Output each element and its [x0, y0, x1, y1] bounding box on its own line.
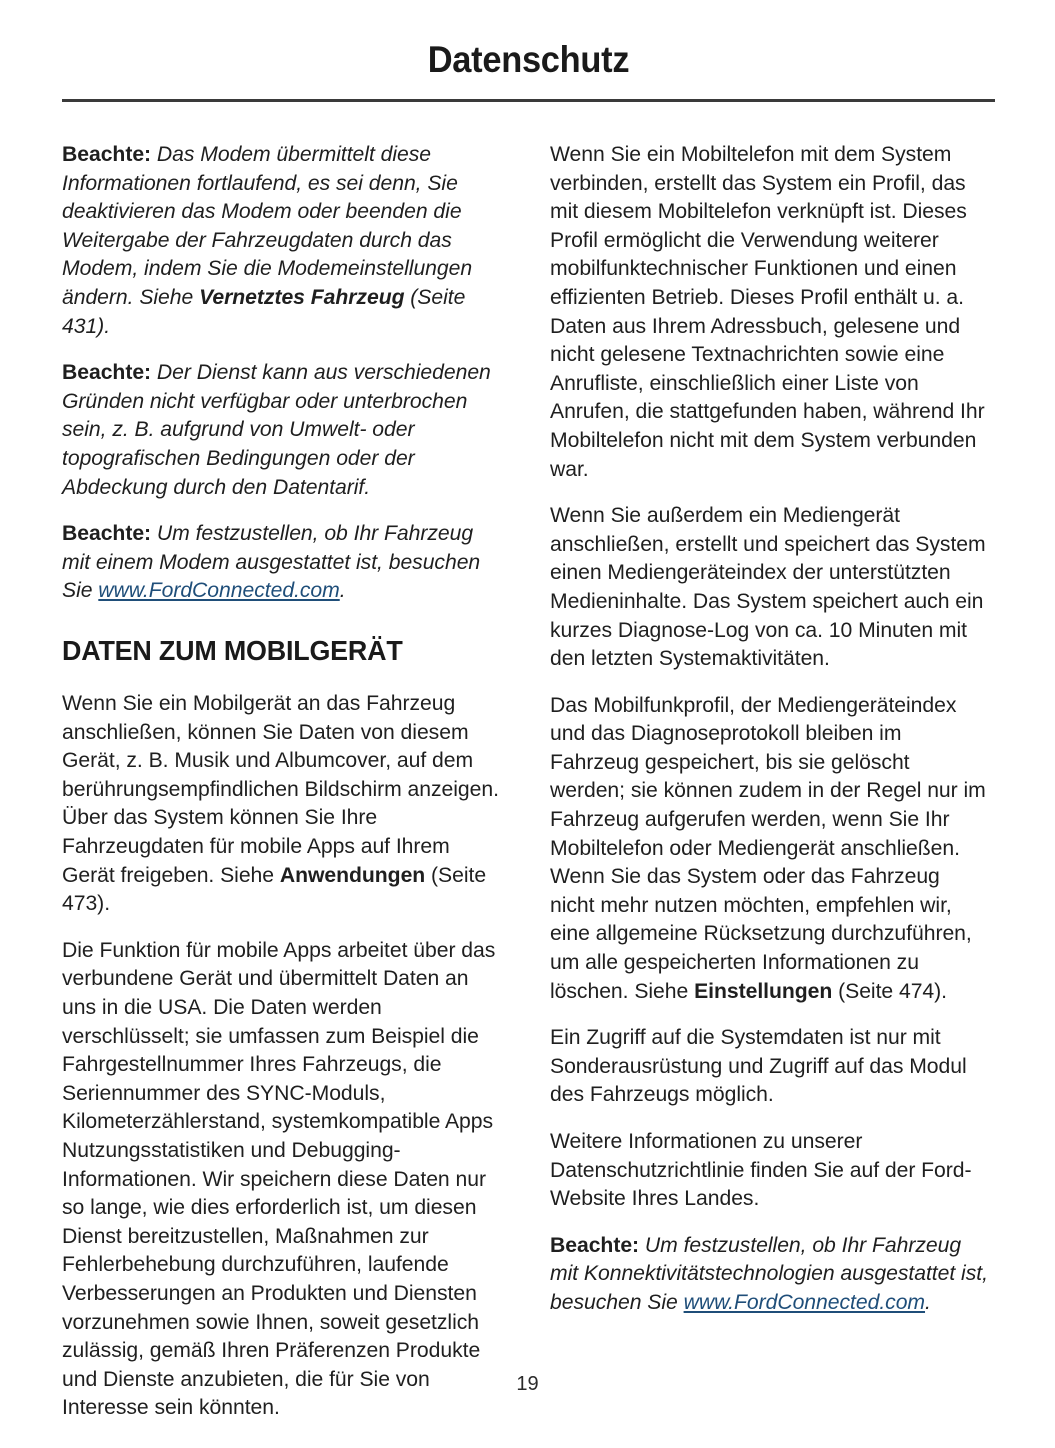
right-column [550, 140, 996, 1422]
page-footer [0, 1373, 1055, 1396]
text-run: Die Funktion für mobile Apps arbeitet über das verbundene Gerät und übermittelt Daten an uns in die USA. Die Daten werden verschlüsselt; sie umfassen zum Beispiel die Fahrgestellnummer Ihres Fahrzeugs, die Seriennummer des SYNC-Moduls, Kilometerzählerstand, systemkompatible Apps Nutzungsstatistiken und Debugging-Informationen. Wir speichern diese Daten nur so lange, wie dies erforderlich ist, um diesen Dienst bereitzustellen, Maßnahmen zur Fehlerbehebung durchzuführen, laufende Verbesserungen an Produkten und Diensten vorzunehmen sowie Ihnen, soweit gesetzlich zulässig, gemäß Ihren Präferenzen Produkte und Dienste anzubieten, die für Sie von Interesse sein könnten. [62, 937, 496, 1420]
text-run: (Seite 431). [62, 284, 466, 338]
left-column [62, 140, 508, 1422]
note-paragraph [550, 1231, 989, 1317]
body-paragraph [62, 936, 501, 1422]
text-run: Das Modem übermittelt diese Informationen fortlaufend, es sei denn, Sie deaktivieren das Modem oder beenden die Weitergabe der Fahrzeugdaten durch das Modem, indem Sie die Modemeinstellungen ändern. Siehe [62, 142, 473, 309]
body-paragraph [550, 691, 989, 1006]
text-run: . [339, 578, 346, 603]
body-paragraph [550, 140, 989, 483]
text-run: Wenn Sie außerdem ein Mediengerät anschließen, erstellt und speichert das System einen Mediengeräteindex der unterstützten Medieninhalte. Das System speichert auch ein kurzes Diagnose-Log von ca. 10 Minuten mit den letzten Systemaktivitäten. [549, 503, 986, 671]
cross-reference: Einstellungen [693, 978, 832, 1003]
header-divider [62, 99, 995, 102]
body-paragraph [62, 689, 501, 918]
external-link[interactable]: www.FordConnected.com [98, 578, 340, 603]
page-header [62, 40, 995, 81]
text-run: (Seite 474). [831, 978, 947, 1003]
text-run: Um festzustellen, ob Ihr Fahrzeug mit einem Modem ausgestattet ist, besuchen Sie [62, 521, 481, 603]
body-paragraph [550, 1023, 989, 1109]
body-paragraph [550, 501, 989, 673]
text-run: (Seite 473). [62, 862, 487, 916]
note-label: Beachte: [62, 142, 152, 166]
cross-reference: Anwendungen [279, 862, 426, 887]
text-run: Weitere Informationen zu unserer Datenschutzrichtlinie finden Sie auf der Ford-Website Ihres Landes. [549, 1129, 972, 1211]
external-link[interactable]: www.FordConnected.com [683, 1289, 925, 1314]
text-run: Um festzustellen, ob Ihr Fahrzeug mit Konnektivitätstechnologien ausgestattet ist, besuchen Sie [549, 1232, 988, 1314]
left-column-body [62, 689, 508, 1422]
note-paragraph [62, 140, 501, 340]
cross-reference: Vernetztes Fahrzeug [199, 284, 405, 309]
page-title: Datenschutz [427, 39, 630, 80]
text-run: Der Dienst kann aus verschiedenen Gründen nicht verfügbar oder unterbrochen sein, z. B. aufgrund von Umwelt- oder topografischen Bedingungen oder der Abdeckung durch den Datentarif. [62, 360, 491, 499]
text-run: Wenn Sie ein Mobilgerät an das Fahrzeug anschließen, können Sie Daten von diesem Gerät, z. B. Musik und Albumcover, auf dem berührungsempfindlichen Bildschirm anzeigen. Über das System können Sie Ihre Fahrzeugdaten für mobile Apps auf Ihrem Gerät freigeben. Siehe [62, 691, 499, 887]
left-column-notes [62, 140, 508, 605]
section-heading: DATEN ZUM MOBILGERÄT [62, 634, 403, 666]
note-paragraph [62, 519, 501, 605]
two-column-body [62, 140, 995, 1422]
note-paragraph [62, 358, 501, 501]
note-label: Beachte: [62, 360, 152, 385]
text-run: . [924, 1289, 931, 1314]
page-number: 19 [516, 1373, 539, 1395]
text-run: Wenn Sie ein Mobiltelefon mit dem System verbinden, erstellt das System ein Profil, das mit diesem Mobiltelefon verknüpft ist. Dieses Profil ermöglicht die Verwendung weiterer mobilfunktechnischer Funktionen und einen effizienten Betrieb. Dieses Profil enthält u. a. Daten aus Ihrem Adressbuch, gelesene und nicht gelesene Textnachrichten sowie eine Anrufliste, einschließlich einer Liste von Anrufen, die stattgefunden haben, während Ihr Mobiltelefon nicht mit dem System verbunden war. [549, 142, 985, 481]
note-label: Beachte: [62, 521, 152, 546]
text-run: Ein Zugriff auf die Systemdaten ist nur mit Sonderausrüstung und Zugriff auf das Modul des Fahrzeugs möglich. [549, 1025, 967, 1107]
note-label: Beachte: [549, 1232, 639, 1257]
body-paragraph [550, 1127, 989, 1213]
right-column-body [550, 140, 996, 1317]
text-run: Das Mobilfunkprofil, der Mediengeräteindex und das Diagnoseprotokoll bleiben im Fahrzeug gespeichert, bis sie gelöscht werden; sie können zudem in der Regel nur im Fahrzeug aufgerufen werden, wenn Sie Ihr Mobiltelefon oder Mediengerät anschließen. Wenn Sie das System oder das Fahrzeug nicht mehr nutzen möchten, empfehlen wir, eine allgemeine Rücksetzung durchzuführen, um alle gespeicherten Informationen zu löschen. Siehe [549, 692, 986, 1003]
